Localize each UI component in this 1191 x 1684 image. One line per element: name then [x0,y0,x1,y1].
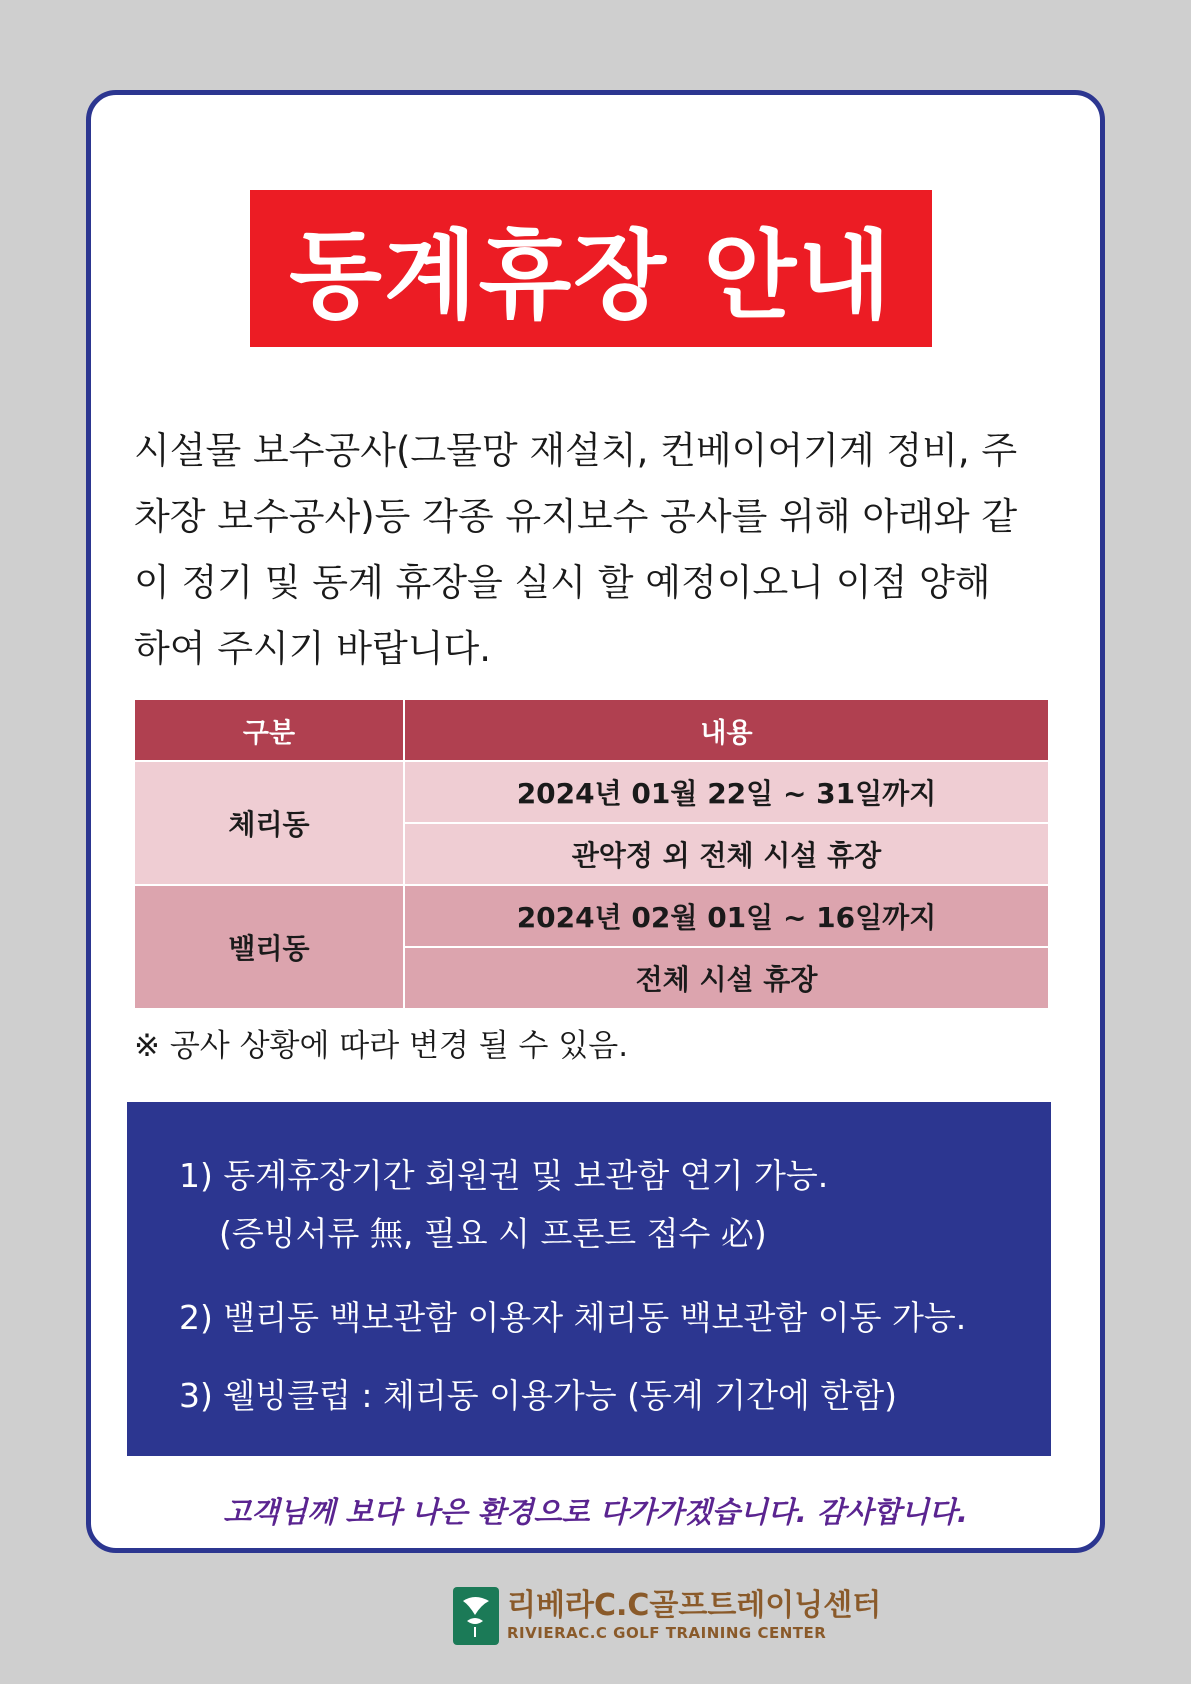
benefit-item-1: 1) 동계휴장기간 회원권 및 보관함 연기 가능. [179,1156,829,1195]
intro-paragraph [134,418,1069,682]
table-row [134,761,1049,823]
benefit-item-1-detail: (증빙서류 無, 필요 시 프론트 접수 必) [219,1214,767,1253]
intro-line: 이 정기 및 동계 휴장을 실시 할 예정이오니 이점 양해 [134,561,991,604]
intro-line: 하여 주시기 바랍니다. [134,627,491,670]
valley-period: 2024년 02월 01일 ~ 16일까지 [404,885,1049,947]
benefits-box [127,1102,1051,1456]
valley-scope: 전체 시설 휴장 [404,947,1049,1009]
closing-message: 고객님께 보다 나은 환경으로 다가가겠습니다. 감사합니다. [223,1495,968,1529]
cherry-period: 2024년 01월 22일 ~ 31일까지 [404,761,1049,823]
notice-title: 동계휴장 안내 [250,190,932,347]
intro-line: 시설물 보수공사(그물망 재설치, 컨베이어기계 정비, 주 [134,429,1018,472]
schedule-table [133,698,1050,1010]
benefit-item-3: 3) 웰빙클럽 : 체리동 이용가능 (동계 기간에 한함) [179,1376,897,1415]
group-name-cherry: 체리동 [134,761,404,885]
change-note: ※ 공사 상황에 따라 변경 될 수 있음. [134,1028,629,1064]
header-category: 구분 [134,699,404,761]
cherry-scope: 관악정 외 전체 시설 휴장 [404,823,1049,885]
intro-line: 차장 보수공사)등 각종 유지보수 공사를 위해 아래와 같 [134,495,1018,538]
footer-name-english: RIVIERAC.C GOLF TRAINING CENTER [507,1624,827,1642]
group-name-valley: 밸리동 [134,885,404,1009]
header-content: 내용 [404,699,1049,761]
table-row [134,885,1049,947]
footer-logo [453,1586,881,1646]
footer-name-korean: 리베라C.C골프트레이닝센터 [507,1588,882,1623]
table-header-row [134,699,1049,761]
golf-logo-icon [453,1587,499,1645]
benefit-item-2: 2) 밸리동 백보관함 이용자 체리동 백보관함 이동 가능. [179,1298,967,1337]
